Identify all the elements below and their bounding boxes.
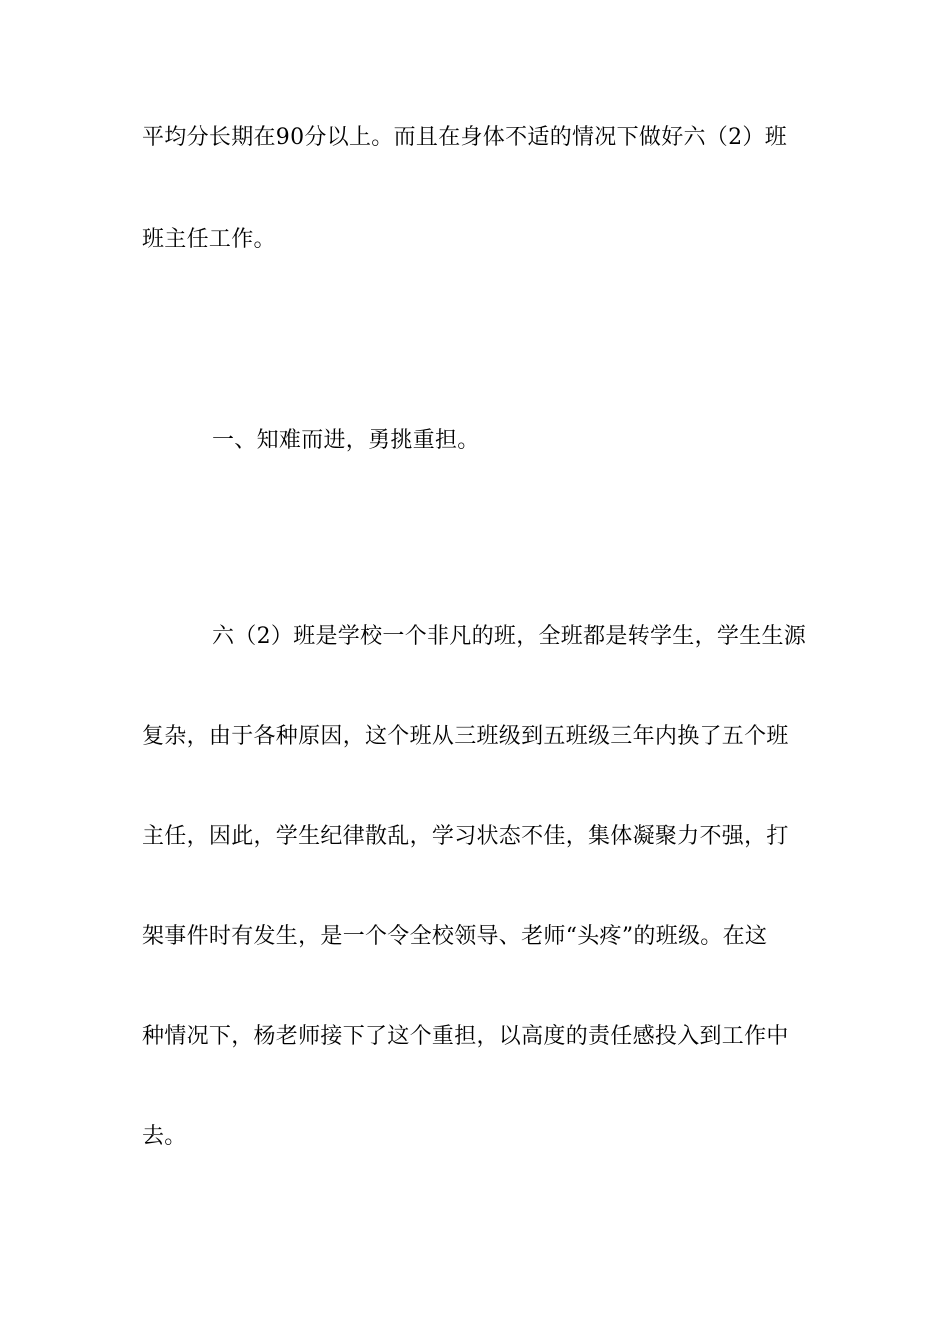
paragraph-2-line-4: 架事件时有发生，是一个令全校领导、老师“头疼”的班级。在这 <box>142 924 768 949</box>
paragraph-1-line-2: 班主任工作。 <box>142 227 276 252</box>
paragraph-2-line-1: 六（2）班是学校一个非凡的班，全班都是转学生，学生生源 <box>212 624 807 649</box>
paragraph-2-line-5: 种情况下，杨老师接下了这个重担，以高度的责任感投入到工作中 <box>142 1024 789 1049</box>
paragraph-2-line-3: 主任，因此，学生纪律散乱，学习状态不佳，集体凝聚力不强，打 <box>142 824 789 849</box>
section-heading: 一、知难而进，勇挑重担。 <box>212 428 480 453</box>
paragraph-2-line-2: 复杂，由于各种原因，这个班从三班级到五班级三年内换了五个班 <box>142 724 789 749</box>
paragraph-2-line-6: 去。 <box>142 1124 187 1149</box>
paragraph-1-line-1: 平均分长期在90分以上。而且在身体不适的情况下做好六（2）班 <box>142 125 787 150</box>
